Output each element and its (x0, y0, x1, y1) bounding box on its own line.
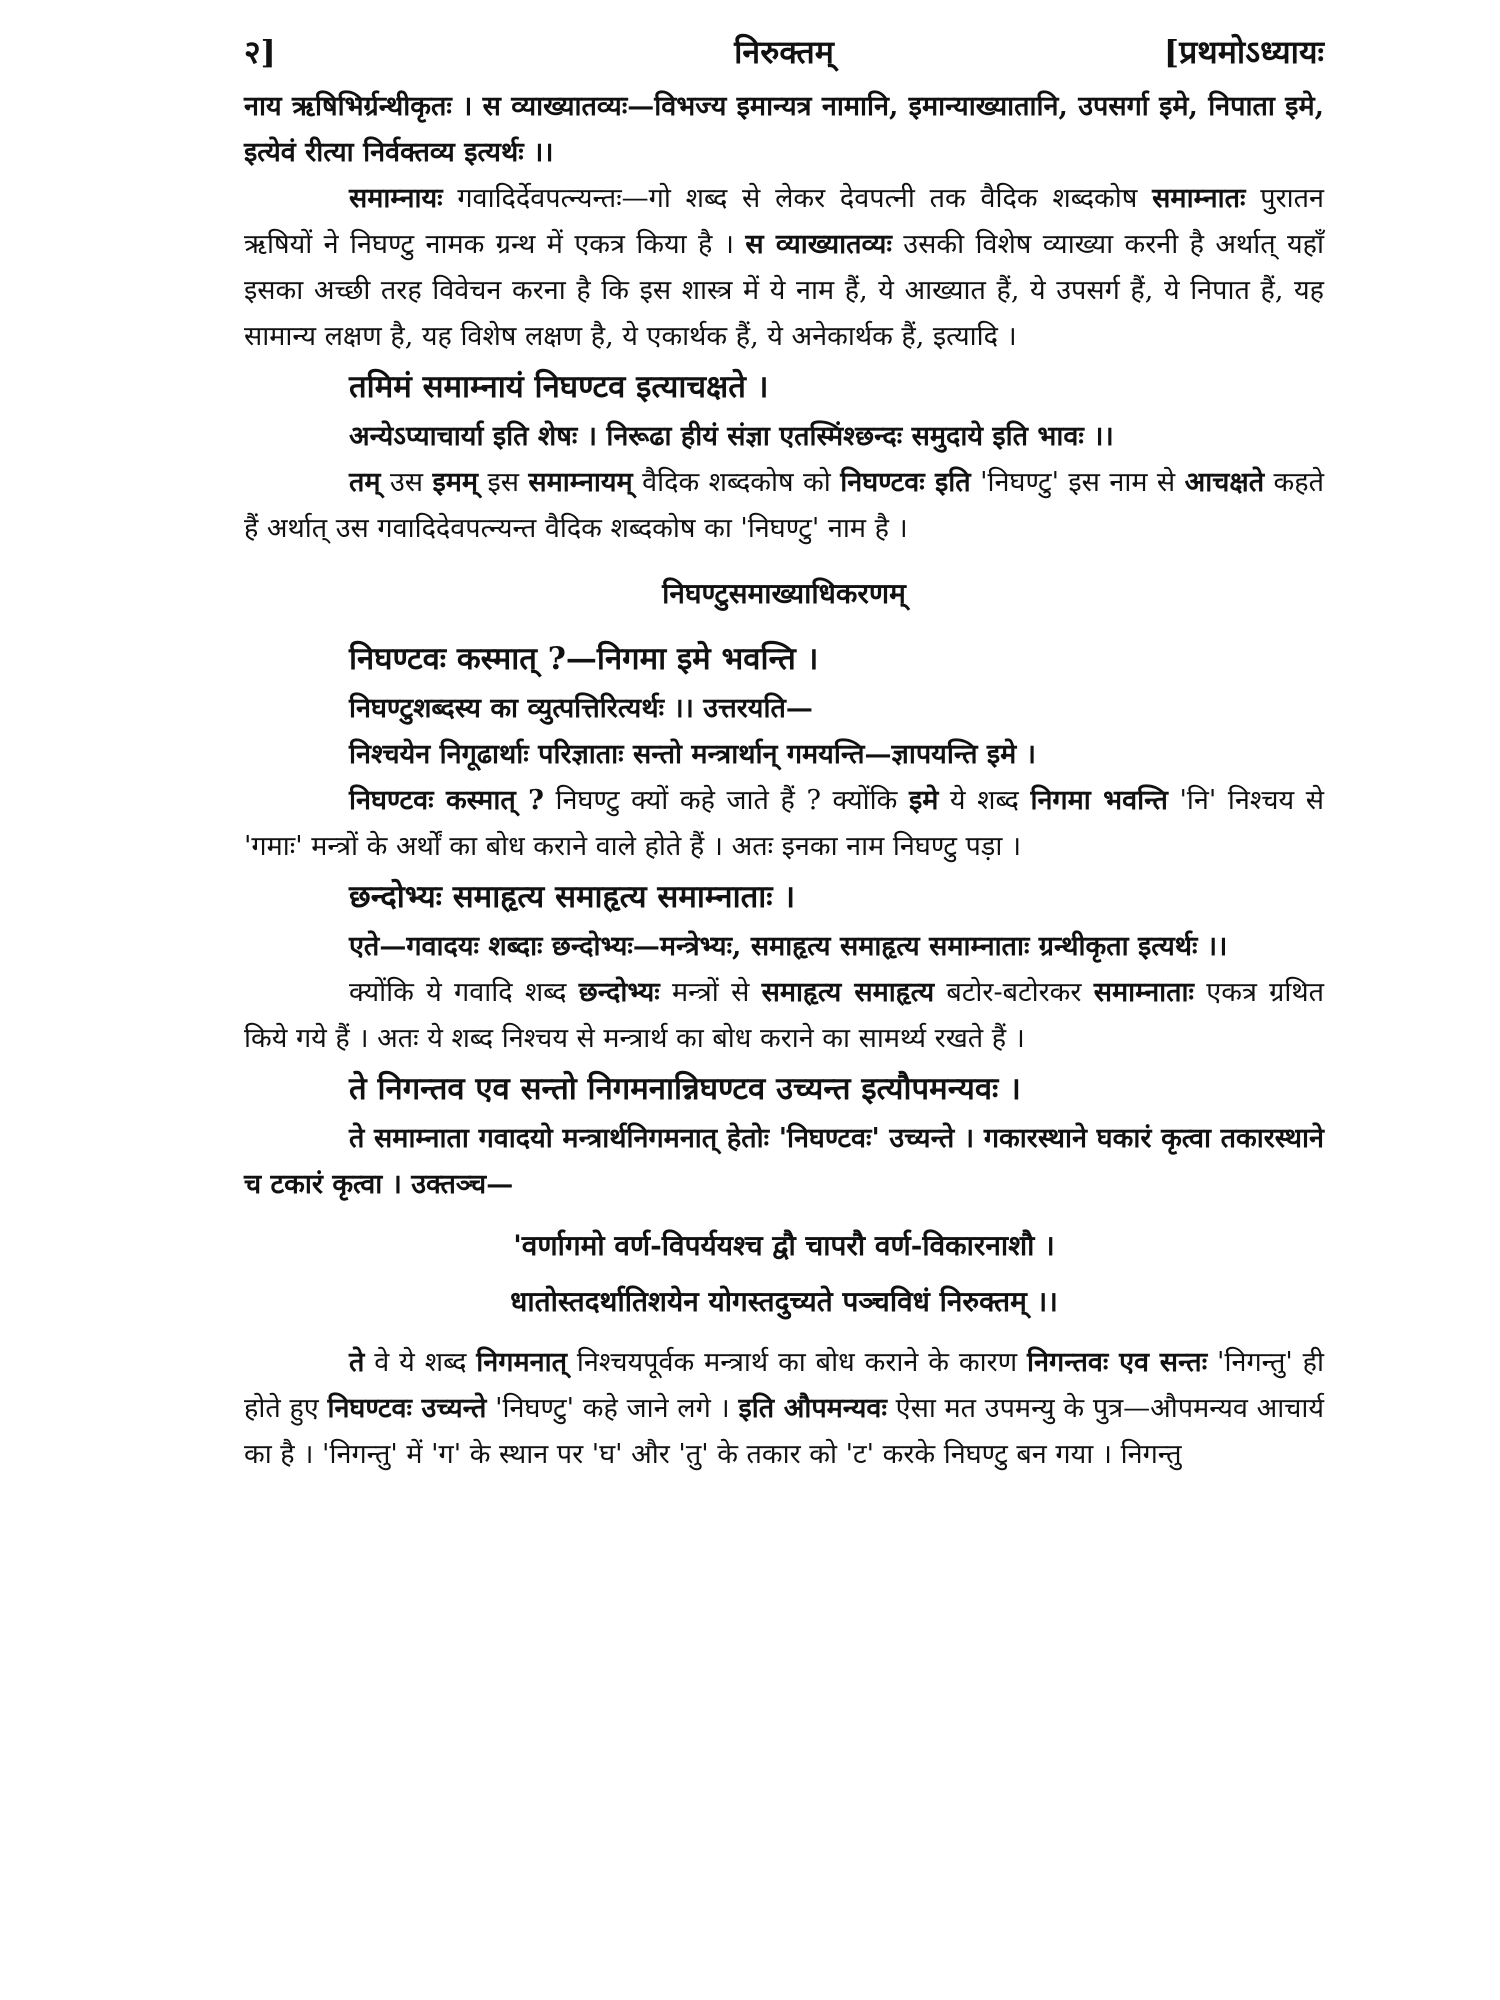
text: 'नि' निश्चय से 'गमाः' मन्त्रों के अर्थों का बोध कराने वाले होते हैं । अतः इनका नाम निघण्टु पड़ा । (244, 785, 1324, 862)
text: 'निघण्टु' इस नाम से (970, 467, 1185, 498)
term: स व्याख्यातव्यः (745, 229, 892, 260)
term: छन्दोभ्यः (578, 977, 660, 1008)
text: ऐसा मत उपमन्यु के पुत्र—औपमन्यव आचार्य का है । 'निगन्तु' में 'ग' के स्थान पर 'घ' और 'तु' के तकार को 'ट' करके निघण्टु बन गया । निगन्तु (244, 1393, 1325, 1470)
term: आचक्षते (1184, 467, 1265, 498)
term: समाम्नाताः (1093, 977, 1195, 1008)
page-header (244, 20, 1324, 84)
term: निघण्टवः कस्मात् ? (349, 785, 544, 816)
term: इमे (908, 785, 939, 816)
sutra-1: तमिमं समाम्नायं निघण्टव इत्याचक्षते । (349, 369, 769, 405)
sutra-3: छन्दोभ्यः समाहृत्य समाहृत्य समाम्नाताः । (349, 879, 796, 915)
text: गवादिर्देवपत्न्यन्तः—गो शब्द से लेकर देवपत्नी तक वैदिक शब्दकोष (442, 183, 1153, 214)
text: मन्त्रों से (659, 977, 762, 1008)
commentary-5 (244, 1116, 1324, 1208)
commentary-4: एते—गवादयः शब्दाः छन्दोभ्यः—मन्त्रेभ्यः, समाहृत्य समाहृत्य समाम्नाताः ग्रन्थीकृता इत्यर्थः ।। (349, 931, 1228, 962)
hindi-explanation-4 (244, 970, 1324, 1062)
term: ते (349, 1347, 365, 1378)
text: बटोर-बटोरकर (934, 977, 1094, 1008)
term: निगमा भवन्ति (1030, 785, 1168, 816)
text: क्योंकि ये गवादि शब्द (349, 977, 579, 1008)
section-heading: निघण्टुसमाख्याधिकरणम् (662, 577, 906, 610)
page-number: २] (244, 33, 276, 71)
term: निगमनात् (476, 1347, 567, 1378)
term: समाहृत्य समाहृत्य (761, 977, 935, 1008)
hindi-explanation-3 (244, 778, 1324, 870)
hindi-explanation-1 (244, 176, 1324, 360)
text: निघण्टु क्यों कहे जाते हैं ? क्योंकि (543, 785, 909, 816)
term: समाम्नायम् (528, 467, 633, 498)
text: उसकी विशेष व्याख्या करनी है अर्थात् यहाँ इसका अच्छी तरह विवेचन करना है कि इस शास्त्र में ये नाम हैं, ये आख्यात हैं, ये उपसर्ग हैं, ये निपात हैं, यह सामान्य लक्षण है, यह विशेष लक्षण है, ये एकार्थक हैं, ये अनेकार्थक हैं, इत्यादि । (244, 229, 1324, 352)
text: इस (478, 467, 529, 498)
term: तम् (349, 467, 381, 498)
text: वे ये शब्द (364, 1347, 477, 1378)
term: इति औपमन्यवः (738, 1393, 887, 1424)
document-page (244, 20, 1324, 1478)
sutra-2: निघण्टवः कस्मात् ?—निगमा इमे भवन्ति । (349, 641, 819, 677)
term: इमम् (432, 467, 479, 498)
term: निघण्टवः इति (840, 467, 971, 498)
sutra-4: ते निगन्तव एव सन्तो निगमनान्निघण्टव उच्यन्त इत्यौपमन्यवः । (349, 1071, 1021, 1107)
spacer (244, 1208, 1324, 1218)
term: समाम्नायः (349, 183, 443, 214)
book-title: निरुक्तम् (734, 33, 834, 71)
text: पुरातन ऋषियों ने निघण्टु नामक ग्रन्थ में एकत्र किया है । (244, 183, 1324, 260)
text: 'निघण्टु' कहे जाने लगे । (486, 1393, 739, 1424)
commentary-3: निश्चयेन निगूढार्थाः परिज्ञाताः सन्तो मन्त्रार्थान् गमयन्ति—ज्ञापयन्ति इमे । (349, 739, 1036, 770)
text: गकारस्थाने घकारं कृत्वा तकारस्थाने च टकारं कृत्वा । उक्तञ्च— (244, 1123, 1324, 1200)
verse-line-2: धातोस्तदर्थातिशयेन योगस्तदुच्यते पञ्चविधं निरुक्तम् ।। (510, 1285, 1058, 1318)
text: कहते हैं अर्थात् उस गवादिदेवपत्न्यन्त वैदिक शब्दकोष का 'निघण्टु' नाम है । (244, 467, 1325, 544)
text: ये शब्द (938, 785, 1031, 816)
verse-line-1: 'वर्णागमो वर्ण-विपर्ययश्च द्वौ चापरौ वर्ण-विकारनाशौ । (513, 1229, 1055, 1262)
text: वैदिक शब्दकोष को (632, 467, 841, 498)
commentary-1: अन्येऽप्याचार्या इति शेषः । निरूढा हीयं संज्ञा एतस्मिंश्छन्दः समुदाये इति भावः ।। (349, 421, 1114, 452)
hindi-explanation-2 (244, 460, 1324, 552)
spacer (244, 1330, 1324, 1340)
term: समाम्नातः (1152, 183, 1246, 214)
term: निगन्तवः एव सन्तः (1027, 1347, 1208, 1378)
text: उस (380, 467, 433, 498)
hindi-explanation-5 (244, 1340, 1324, 1478)
chapter-title: [प्रथमोऽध्यायः (1163, 33, 1324, 71)
term: निघण्टवः उच्यन्ते (327, 1393, 487, 1424)
text: निश्चयपूर्वक मन्त्रार्थ का बोध कराने के कारण (567, 1347, 1028, 1378)
commentary-2: निघण्टुशब्दस्य का व्युत्पत्तिरित्यर्थः ।। उत्तरयति— (349, 693, 813, 724)
text: एकत्र ग्रथित किये गये हैं । अतः ये शब्द निश्चय से मन्त्रार्थ का बोध कराने का सामर्थ्य रखते हैं । (244, 977, 1324, 1054)
commentary-continuation: नाय ऋषिभिर्ग्रन्थीकृतः । स व्याख्यातव्यः—विभज्य इमान्यत्र नामानि, इमान्याख्यातानि, उपसर्गा इमे, निपाता इमे, इत्येवं रीत्या निर्वक्तव्य इत्यर्थः ।। (244, 91, 1324, 168)
text: ते समाम्नाता गवादयो मन्त्रार्थनिगमनात् हेतोः 'निघण्टवः' उच्यन्ते । (349, 1123, 975, 1154)
text: 'निगन्तु' ही होते हुए (244, 1347, 1324, 1424)
